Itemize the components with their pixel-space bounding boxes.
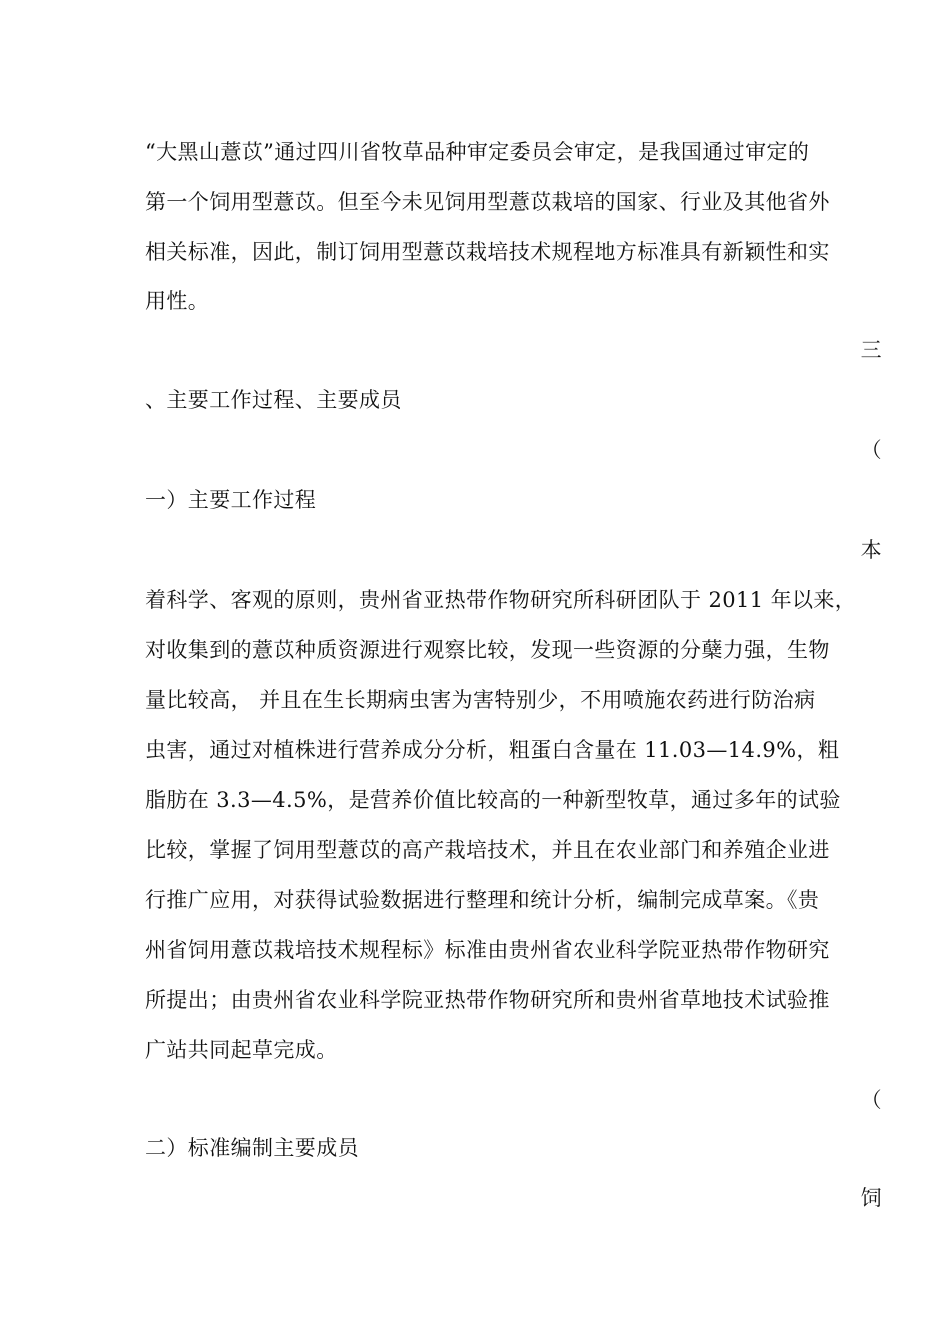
paragraph-fragment: 饲	[860, 1186, 882, 1210]
heading-fragment: 三	[860, 338, 882, 362]
paragraph-line: 着科学、客观的原则，贵州省亚热带作物研究所科研团队于 2011 年以来，	[145, 588, 857, 612]
paragraph-line: 广站共同起草完成。	[145, 1038, 338, 1062]
paragraph-line: “大黑山薏苡”通过四川省牧草品种审定委员会审定，是我国通过审定的	[145, 140, 810, 164]
heading-fragment: （	[860, 1088, 882, 1112]
paragraph-line: 州省饲用薏苡栽培技术规程标》标准由贵州省农业科学院亚热带作物研究	[145, 938, 830, 962]
paragraph-line: 量比较高， 并且在生长期病虫害为害特别少，不用喷施农药进行防治病	[145, 688, 816, 712]
paragraph-fragment: 本	[860, 538, 882, 562]
paragraph-line: 用性。	[145, 289, 210, 313]
paragraph-line: 虫害，通过对植株进行营养成分分析，粗蛋白含量在 11.03—14.9%，粗	[145, 738, 840, 762]
paragraph-line: 相关标准，因此，制订饲用型薏苡栽培技术规程地方标准具有新颖性和实	[145, 240, 830, 264]
paragraph-line: 脂肪在 3.3—4.5%，是营养价值比较高的一种新型牧草，通过多年的试验	[145, 788, 841, 812]
section-heading: 、主要工作过程、主要成员	[145, 388, 402, 412]
paragraph-line: 对收集到的薏苡种质资源进行观察比较，发现一些资源的分蘖力强，生物	[145, 638, 830, 662]
subsection-heading: 二）标准编制主要成员	[145, 1136, 359, 1160]
paragraph-line: 第一个饲用型薏苡。但至今未见饲用型薏苡栽培的国家、行业及其他省外	[145, 190, 830, 214]
heading-fragment: （	[860, 438, 882, 462]
paragraph-line: 所提出；由贵州省农业科学院亚热带作物研究所和贵州省草地技术试验推	[145, 988, 830, 1012]
paragraph-line: 行推广应用，对获得试验数据进行整理和统计分析，编制完成草案。《贵	[145, 888, 820, 912]
paragraph-line: 比较，掌握了饲用型薏苡的高产栽培技术，并且在农业部门和养殖企业进	[145, 838, 830, 862]
subsection-heading: 一）主要工作过程	[145, 488, 317, 512]
